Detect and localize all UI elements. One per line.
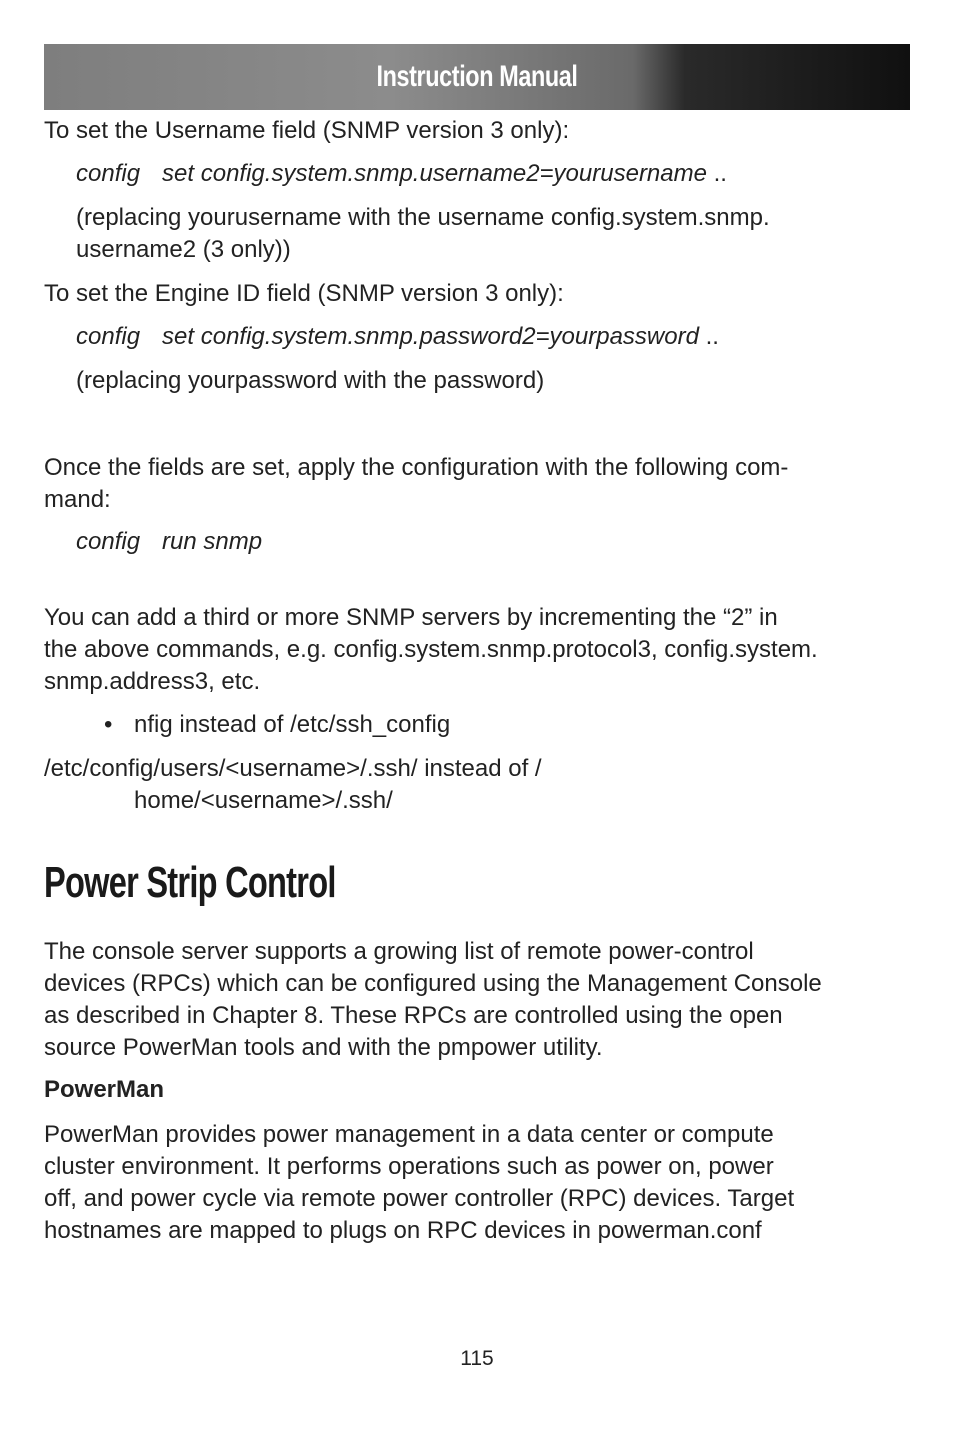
username-note-2: username2 (3 only)): [76, 236, 291, 263]
powerman-line-2: cluster environment. It performs operations such as power on, power: [44, 1153, 774, 1180]
username-intro: To set the Username field (SNMP version 3 only):: [44, 117, 570, 144]
run-command: [76, 526, 262, 558]
path-line-1: /etc/config/users/<username>/.ssh/ instead of /: [44, 755, 542, 782]
username-cmd: set config.system.snmp.username2=yourusername: [162, 160, 707, 187]
section-intro-4: source PowerMan tools and with the pmpower utility.: [44, 1034, 603, 1061]
engine-command: [76, 321, 719, 353]
bullet-dot: •: [104, 711, 113, 738]
third-server-line-1: You can add a third or more SNMP servers by incrementing the “2” in: [44, 604, 778, 631]
engine-cmd-prefix: config: [76, 323, 141, 350]
powerman-line-3: off, and power cycle via remote power controller (RPC) devices. Target: [44, 1185, 795, 1212]
section-title: Power Strip Control: [44, 858, 336, 907]
section-intro-2: devices (RPCs) which can be configured using the Management Console: [44, 970, 822, 997]
path-line-2: home/<username>/.ssh/: [134, 787, 393, 814]
header-title: Instruction Manual: [376, 60, 578, 93]
run-cmd: run snmp: [162, 528, 263, 555]
apply-line-1: Once the fields are set, apply the configuration with the following com-: [44, 454, 789, 481]
section-intro-1: The console server supports a growing list of remote power-control: [44, 938, 754, 965]
powerman-subheading: PowerMan: [44, 1076, 165, 1103]
third-server-line-2: the above commands, e.g. config.system.snmp.protocol3, config.system.: [44, 636, 818, 663]
header-bar: [44, 44, 910, 110]
section-intro-3: as described in Chapter 8. These RPCs are controlled using the open: [44, 1002, 783, 1029]
username-command: [76, 158, 727, 190]
engine-note: (replacing yourpassword with the password): [76, 367, 545, 394]
bullet-text: nfig instead of /etc/ssh_config: [134, 711, 451, 738]
engine-intro: To set the Engine ID field (SNMP version 3 only):: [44, 280, 564, 307]
powerman-line-4: hostnames are mapped to plugs on RPC devices in powerman.conf: [44, 1217, 762, 1244]
username-cmd-prefix: config: [76, 160, 141, 187]
powerman-line-1: PowerMan provides power management in a data center or compute: [44, 1121, 774, 1148]
third-server-line-3: snmp.address3, etc.: [44, 668, 261, 695]
page-number: 115: [460, 1347, 494, 1370]
apply-line-2: mand:: [44, 486, 111, 513]
engine-cmd: set config.system.snmp.password2=yourpassword: [162, 323, 699, 350]
engine-cmd-suffix: ..: [698, 323, 719, 350]
username-cmd-suffix: ..: [706, 160, 727, 187]
username-note-1: (replacing yourusername with the username config.system.snmp.: [76, 204, 770, 231]
run-cmd-prefix: config: [76, 528, 141, 555]
